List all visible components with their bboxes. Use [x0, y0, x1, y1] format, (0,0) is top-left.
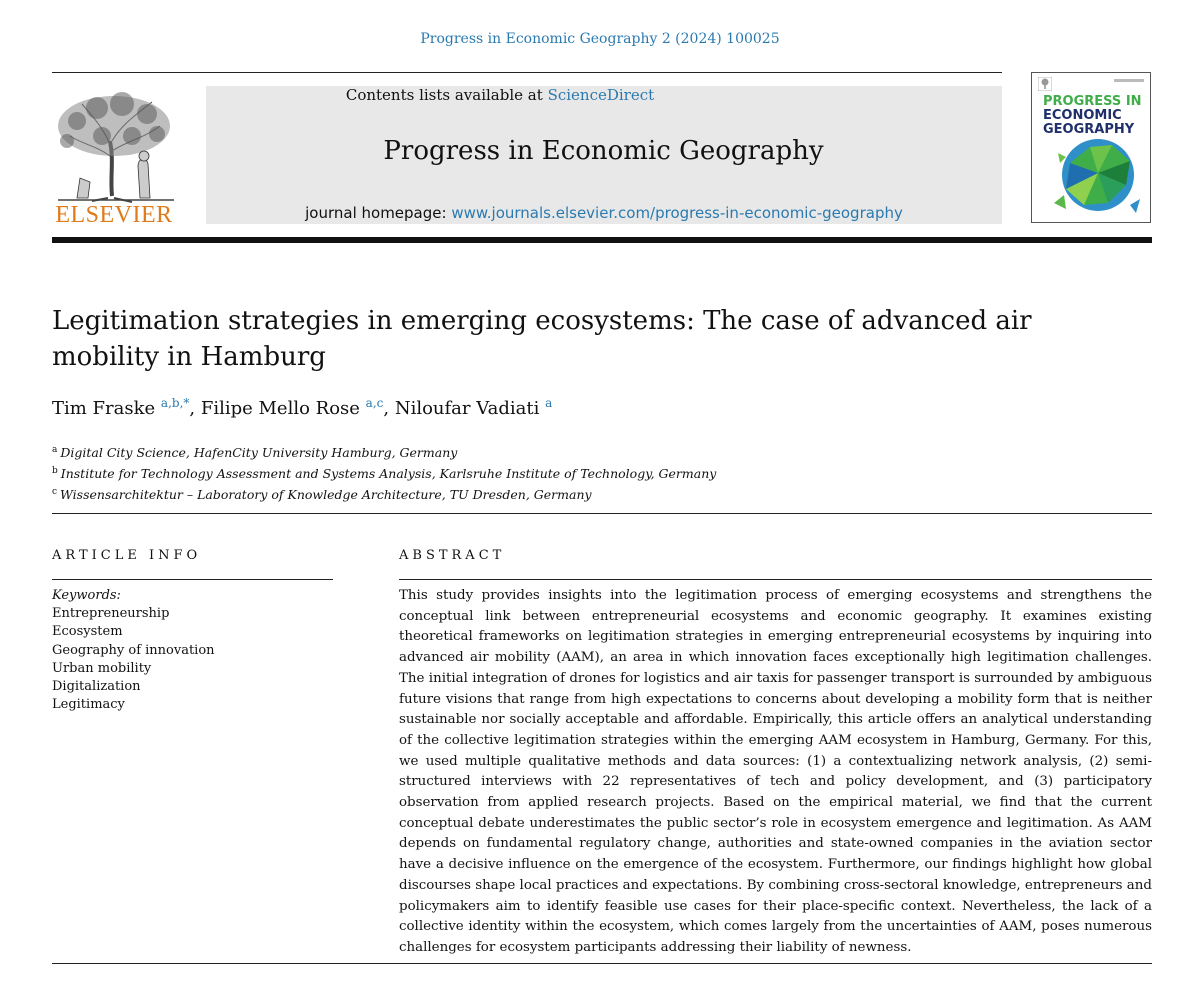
keyword-item[interactable]: Urban mobility — [52, 660, 152, 676]
author-name[interactable]: Niloufar Vadiati — [394, 398, 540, 419]
homepage-prefix: journal homepage: — [305, 204, 447, 222]
cover-title-line-3: GEOGRAPHY — [1043, 122, 1135, 137]
author-separator: , — [189, 398, 201, 419]
header-thick-divider — [52, 237, 1152, 243]
section-divider — [52, 513, 1152, 514]
contents-prefix: Contents lists available at — [345, 86, 543, 104]
keyword-item[interactable]: Digitalization — [52, 679, 141, 695]
globe-icon — [1050, 133, 1142, 221]
affiliations — [52, 441, 716, 504]
keywords-list — [52, 587, 215, 714]
keyword-item[interactable]: Entrepreneurship — [52, 606, 170, 622]
affiliation-item — [52, 462, 716, 483]
cover-title-line-1: PROGRESS IN — [1043, 94, 1142, 109]
keyword-item[interactable]: Ecosystem — [52, 624, 123, 640]
cover-title-line-2: ECONOMIC — [1043, 108, 1122, 123]
author-list — [52, 398, 552, 419]
affiliation-mark: b — [52, 466, 58, 477]
citation-link[interactable]: Progress in Economic Geography 2 (2024) 100025 — [420, 31, 780, 47]
top-divider — [52, 72, 1002, 73]
affiliation-text: Digital City Science, HafenCity University Hamburg, Germany — [60, 445, 458, 461]
keyword-item[interactable]: Legitimacy — [52, 697, 125, 713]
keyword-item[interactable]: Geography of innovation — [52, 642, 215, 658]
cover-title — [1043, 95, 1147, 137]
article-info-heading: ARTICLE INFO — [52, 548, 202, 563]
article-info-divider — [52, 579, 333, 580]
author-name[interactable]: Tim Fraske — [52, 398, 156, 419]
affiliation-mark: c — [52, 487, 58, 498]
abstract-body: This study provides insights into the legitimation process of emerging ecosystems and strengthens the conceptual link between entrepreneurial ecosystems and economic geography. It examines existing theoretical frameworks on legitimation strategies in emerging entrepreneurial ecosystems by inquiring into advanced air mobility (AAM), an area in which innovation faces exceptionally high legitimation challenges. The initial integration of drones for logistics and air taxis for passenger transport is surrounded by ambiguous future visions that range from high expectations to concerns about developing a mobility form that is neither sustainable nor socially acceptable and affordable. Empirically, this article offers an analytical understanding of the collective legitimation strategies within the emerging AAM ecosystem in Hamburg, Germany. For this, we used multiple qualitative methods and data sources: (1) a contextualizing network analysis, (2) semi-structured interviews with 22 representatives of tech and policy development, and (3) participatory observation from applied research projects. Based on the empirical material, we find that the current conceptual debate underestimates the public sector’s role in ecosystem emergence and legitimation. As AAM depends on fundamental regulatory change, authorities and state-owned companies in the aviation sector have a decisive influence on the emergence of the ecosystem. Furthermore, our findings highlight how global discourses shape local practices and expectations. By combining cross-sectoral knowledge, entrepreneurs and policymakers aim to identify feasible use cases for their place-specific context. Nevertheless, the lack of a collective identity within the ecosystem, which comes largely from the uncertainties of AAM, poses numerous challenges for ecosystem participants addressing their liability of newness. — [399, 588, 1152, 955]
affiliation-text: Wissensarchitektur – Laboratory of Knowledge Architecture, TU Dresden, Germany — [60, 487, 592, 503]
author-name[interactable]: Filipe Mello Rose — [200, 398, 360, 419]
author-affiliation-marks[interactable]: a,b,* — [160, 396, 190, 410]
publisher-name: ELSEVIER — [55, 202, 173, 228]
author-affiliation-marks[interactable]: a,c — [365, 396, 384, 410]
keywords-label: Keywords: — [52, 588, 121, 603]
abstract-divider — [399, 579, 1152, 580]
elsevier-mini-logo-icon — [1038, 77, 1052, 91]
journal-citation[interactable] — [0, 31, 1200, 47]
journal-homepage — [0, 204, 1200, 222]
article-title: Legitimation strategies in emerging ecosystems: The case of advanced air mobility in Hamburg — [52, 306, 1032, 372]
affiliation-item — [52, 441, 716, 462]
abstract-heading: ABSTRACT — [399, 548, 506, 563]
journal-title: Progress in Economic Geography — [383, 136, 824, 166]
cover-issn-mark — [1114, 79, 1144, 82]
journal-cover[interactable] — [1031, 72, 1151, 223]
affiliation-text: Institute for Technology Assessment and Systems Analysis, Karlsruhe Institute of Technology, Germany — [60, 466, 717, 482]
affiliation-mark: a — [52, 445, 58, 455]
homepage-link[interactable]: www.journals.elsevier.com/progress-in-economic-geography — [451, 204, 903, 222]
bottom-divider — [52, 963, 1152, 964]
author-affiliation-marks[interactable]: a — [545, 396, 553, 410]
sciencedirect-link[interactable]: ScienceDirect — [547, 86, 655, 104]
author-separator: , — [383, 398, 395, 419]
contents-line — [0, 86, 1000, 104]
affiliation-item — [52, 483, 716, 504]
